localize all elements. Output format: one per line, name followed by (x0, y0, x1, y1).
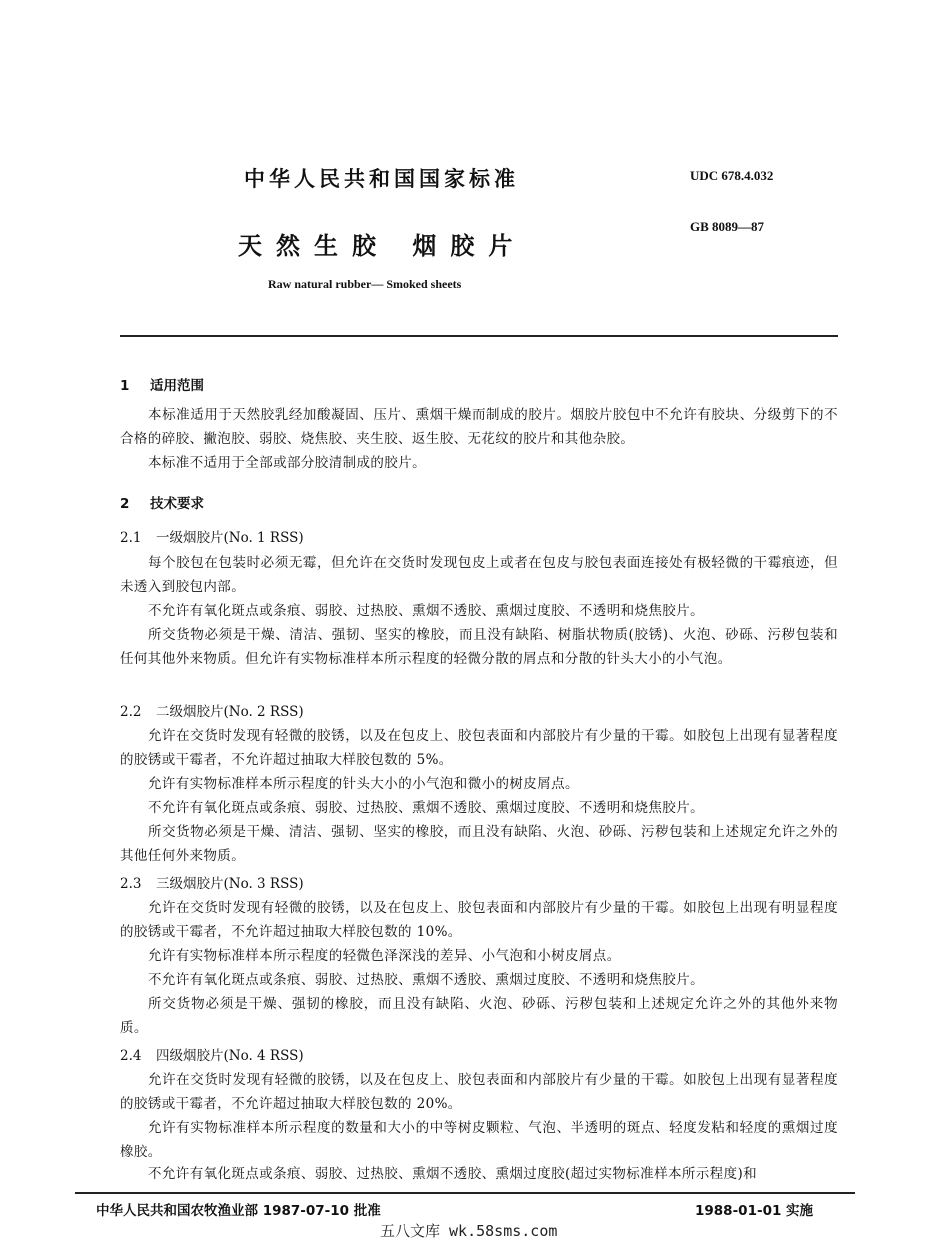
subsection-2-2-paragraph-2: 允许有实物标准样本所示程度的针头大小的小气泡和微小的树皮屑点。 (148, 776, 579, 792)
subsection-2-3-paragraph-4: 所交货物必须是干燥、强韧的橡胶，而且没有缺陷、火泡、砂砾、污秽包装和上述规定允许之外的其他外来物质。 (120, 996, 838, 1036)
subsection-2-1-paragraph-3: 所交货物必须是干燥、清洁、强韧、坚实的橡胶，而且没有缺陷、树脂状物质(胶锈)、火泡、砂砾、污秽包装和任何其他外来物质。但允许有实物标准样本所示程度的轻微分散的屑点和分散的针头大小的小气泡。 (120, 627, 838, 667)
subsection-2-3-paragraph-1: 允许在交货时发现有轻微的胶锈，以及在包皮上、胶包表面和内部胶片有少量的干霉。如胶包上出现有明显程度的胶锈或干霉者，不允许超过抽取大样胶包数的 10%。 (120, 900, 838, 940)
udc-code: UDC 678.4.032 (690, 168, 774, 183)
subsection-2-1-paragraph-1: 每个胶包在包装时必须无霉，但允许在交货时发现包皮上或者在包皮与胶包表面连接处有极轻微的干霉痕迹，但未透入到胶包内部。 (120, 555, 838, 595)
subsection-2-2-paragraph-4: 所交货物必须是干燥、清洁、强韧、坚实的橡胶，而且没有缺陷、火泡、砂砾、污秽包装和上述规定允许之外的其他任何外来物质。 (120, 824, 838, 864)
subsection-2-2-paragraph-1: 允许在交货时发现有轻微的胶锈，以及在包皮上、胶包表面和内部胶片有少量的干霉。如胶包上出现有显著程度的胶锈或干霉者，不允许超过抽取大样胶包数的 5%。 (120, 728, 838, 768)
subsection-2-2-paragraph-3: 不允许有氧化斑点或条痕、弱胶、过热胶、熏烟不透胶、熏烟过度胶、不透明和烧焦胶片。 (148, 800, 704, 816)
subsection-heading-2-4: 2.4 四级烟胶片(No. 4 RSS) (120, 1048, 304, 1064)
subsection-2-3-paragraph-2: 允许有实物标准样本所示程度的轻微色泽深浅的差异、小气泡和小树皮屑点。 (148, 948, 621, 964)
section-heading-2: 2 技术要求 (120, 496, 204, 512)
subsection-2-4-paragraph-1: 允许在交货时发现有轻微的胶锈，以及在包皮上、胶包表面和内部胶片有少量的干霉。如胶包上出现有显著程度的胶锈或干霉者，不允许超过抽取大样胶包数的 20%。 (120, 1072, 838, 1112)
standard-category-title: 中华人民共和国国家标准 (244, 167, 519, 191)
section-1-paragraph-1: 本标准适用于天然胶乳经加酸凝固、压片、熏烟干燥而制成的胶片。烟胶片胶包中不允许有胶块、分级剪下的不合格的碎胶、撇泡胶、弱胶、烧焦胶、夹生胶、返生胶、无花纹的胶片和其他杂胶。 (120, 407, 838, 447)
subsection-heading-2-2: 2.2 二级烟胶片(No. 2 RSS) (120, 704, 304, 720)
section-heading-1: 1 适用范围 (120, 378, 204, 394)
gb-number: GB 8089—87 (690, 219, 765, 234)
subsection-2-4-paragraph-2: 允许有实物标准样本所示程度的数量和大小的中等树皮颗粒、气泡、半透明的斑点、轻度发粘和轻度的熏烟过度橡胶。 (120, 1120, 838, 1160)
watermark-text: 五八文库 wk.58sms.com (380, 1222, 558, 1240)
footer-divider (75, 1192, 855, 1194)
document-title-english: Raw natural rubber— Smoked sheets (268, 277, 462, 291)
subsection-2-1-paragraph-2: 不允许有氧化斑点或条痕、弱胶、过热胶、熏烟不透胶、熏烟过度胶、不透明和烧焦胶片。 (148, 603, 704, 619)
effective-date: 1988-01-01 实施 (695, 1203, 814, 1219)
section-1-paragraph-2: 本标准不适用于全部或部分胶清制成的胶片。 (148, 455, 426, 471)
document-title: 天然生胶 烟胶片 (238, 232, 527, 260)
subsection-2-3-paragraph-3: 不允许有氧化斑点或条痕、弱胶、过热胶、熏烟不透胶、熏烟过度胶、不透明和烧焦胶片。 (148, 972, 704, 988)
subsection-heading-2-3: 2.3 三级烟胶片(No. 3 RSS) (120, 876, 304, 892)
header-divider (120, 335, 838, 337)
subsection-2-4-paragraph-3: 不允许有氧化斑点或条痕、弱胶、过热胶、熏烟不透胶、熏烟过度胶(超过实物标准样本所示程度)和 (148, 1166, 758, 1182)
approval-note: 中华人民共和国农牧渔业部 1987-07-10 批准 (96, 1203, 381, 1219)
subsection-heading-2-1: 2.1 一级烟胶片(No. 1 RSS) (120, 530, 304, 546)
